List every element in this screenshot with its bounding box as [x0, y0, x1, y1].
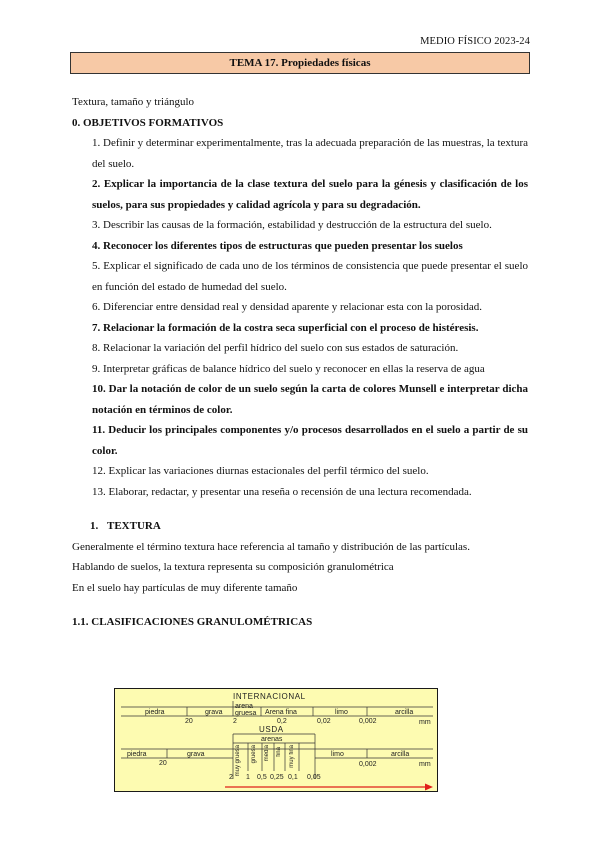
usda-class-limo: limo: [331, 750, 344, 758]
section-textura-heading: [72, 516, 528, 537]
usda-sand-gruesa: gruesa: [251, 745, 257, 764]
page-title: TEMA 17. Propiedades físicas: [70, 52, 530, 74]
intl-title: INTERNACIONAL: [233, 692, 306, 701]
usda-sand-fina: fina: [276, 747, 282, 757]
objectives-heading: 0. OBJETIVOS FORMATIVOS: [72, 116, 224, 129]
objective-9: 9. Interpretar gráficas de balance hídrico del suelo y reconocer en ellas la reserva de agua: [92, 362, 485, 375]
intl-limit-0-02: 0,02: [317, 718, 331, 725]
granulometric-classification-figure: [114, 688, 438, 792]
objective-6: 6. Diferenciar entre densidad real y densidad aparente y relacionar esta con la porosidad.: [92, 301, 483, 313]
intl-class-limo: limo: [335, 708, 348, 716]
usda-sand-muy-gruesa: muy gruesa: [235, 745, 241, 777]
intl-limit-0-002: 0,002: [359, 718, 377, 725]
usda-limit-2: 2: [229, 774, 233, 781]
section-number: 1.: [90, 520, 99, 532]
objective-3: 3. Describir las causas de la formación, estabilidad y destrucción de la estructura del suelo.: [92, 219, 492, 231]
usda-limit-0-002: 0,002: [359, 761, 377, 768]
course-label: MEDIO FÍSICO 2023-24: [420, 36, 530, 47]
objective-2: 2. Explicar la importancia de la clase textura del suelo para la génesis y clasificación de los suelos, para sus propiedades y calidad agrícola y para su degradación.: [92, 178, 528, 211]
objective-1: 1. Definir y determinar experimentalmente, tras la adecuada preparación de las muestras, la textura del suelo.: [92, 137, 528, 170]
usda-class-piedra: piedra: [127, 750, 147, 758]
usda-limit-20: 20: [159, 760, 167, 767]
usda-limit-0-1: 0,1: [288, 774, 298, 781]
intl-limit-2: 2: [233, 718, 237, 725]
usda-unit-mm: mm: [419, 761, 431, 768]
intl-class-arena-fina: Arena fina: [265, 708, 297, 716]
objective-12: 12. Explicar las variaciones diurnas estacionales del perfil térmico del suelo.: [92, 465, 429, 477]
objective-10: 10. Dar la notación de color de un suelo según la carta de colores Munsell e interpretar dicha notación en términos de color.: [92, 383, 528, 416]
intl-unit-mm: mm: [419, 719, 431, 726]
intl-class-arcilla: arcilla: [395, 708, 414, 716]
objective-4: 4. Reconocer los diferentes tipos de estructuras que pueden presentar los suelos: [92, 239, 463, 252]
usda-limit-0-25: 0,25: [270, 774, 284, 781]
subtitle: Textura, tamaño y triángulo: [72, 96, 195, 108]
objective-13: 13. Elaborar, redactar, y presentar una reseña o recensión de una lectura recomendada.: [92, 485, 472, 498]
size-direction-arrow: [225, 784, 433, 791]
usda-class-arcilla: arcilla: [391, 750, 410, 758]
usda-title: USDA: [259, 725, 284, 734]
usda-sand-media: media: [264, 745, 270, 762]
usda-limit-0-05: 0,05: [307, 774, 321, 781]
intl-class-gruesa: gruesa: [235, 709, 257, 717]
intl-class-grava: grava: [205, 708, 223, 716]
textura-paragraph-3: En el suelo hay partículas de muy diferente tamaño: [72, 581, 298, 594]
objective-5: 5. Explicar el significado de cada uno de los términos de consistencia que puede presentar el suelo en función del estado de humedad del suelo.: [92, 260, 528, 293]
objective-7: 7. Relacionar la formación de la costra seca superficial con el proceso de histéresis.: [92, 321, 479, 334]
document-body: [72, 92, 528, 633]
section-title: TEXTURA: [107, 520, 161, 532]
usda-arenas: arenas: [261, 736, 283, 743]
textura-paragraph-1: Generalmente el término textura hace referencia al tamaño y distribución de las partículas.: [72, 540, 470, 553]
intl-class-arena: arena: [235, 702, 253, 710]
usda-limit-0-5: 0,5: [257, 774, 267, 781]
section-granulometric-heading: 1.1. CLASIFICACIONES GRANULOMÉTRICAS: [72, 616, 313, 628]
usda-limit-1: 1: [246, 774, 250, 781]
intl-limit-0-2: 0,2: [277, 718, 287, 725]
objective-11: 11. Deducir los principales componentes y/o procesos desarrollados en el suelo a partir de su color.: [92, 424, 528, 457]
usda-sand-muy-fina: muy fina: [289, 745, 295, 768]
objective-8: 8. Relacionar la variación del perfil hídrico del suelo con sus estados de saturación.: [92, 342, 459, 354]
intl-limit-20: 20: [185, 718, 193, 725]
intl-class-piedra: piedra: [145, 708, 165, 716]
usda-class-grava: grava: [187, 750, 205, 758]
textura-paragraph-2: Hablando de suelos, la textura representa su composición granulométrica: [72, 561, 394, 573]
